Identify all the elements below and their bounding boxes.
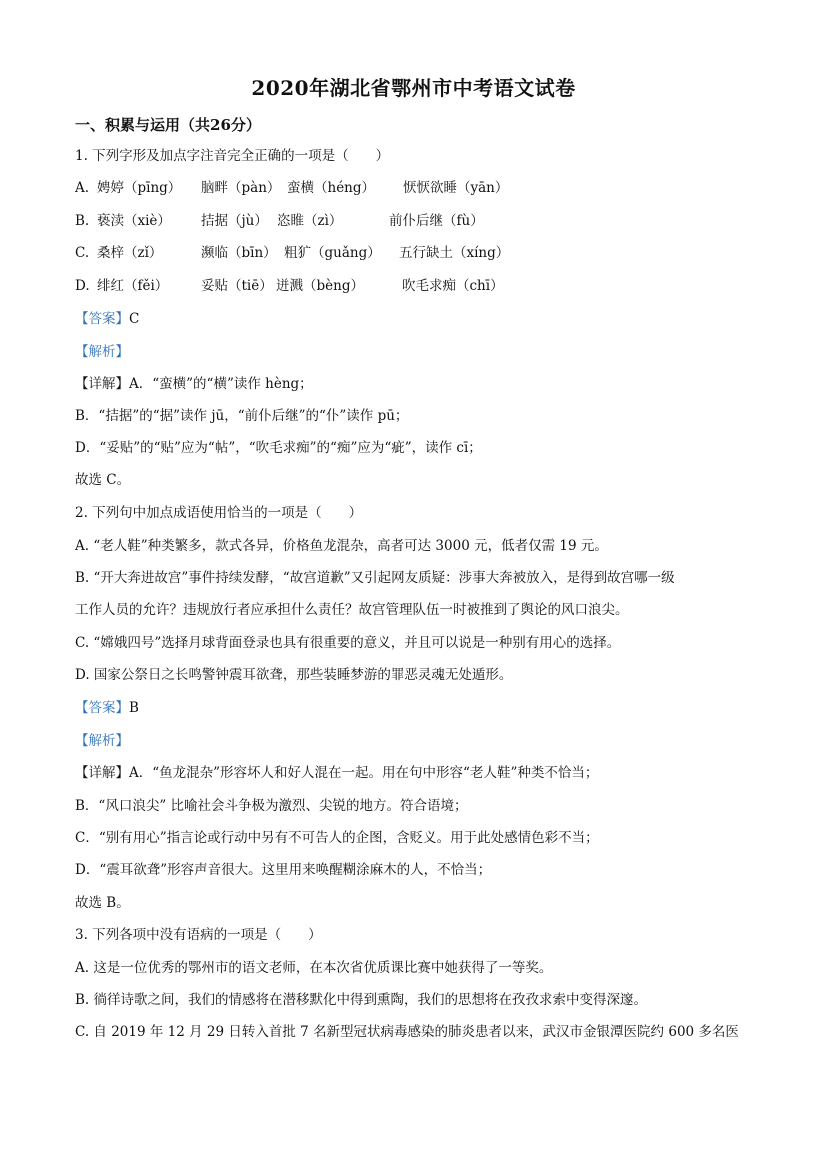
q1-conclusion: 故选 C。 bbox=[75, 472, 131, 488]
q2-conclusion: 故选 B。 bbox=[75, 895, 130, 911]
answer-tag: 【答案】 bbox=[75, 700, 129, 716]
q3-option-c: C. 自 2019 年 12 月 29 日转入首批 7 名新型冠状病毒感染的肺炎患者以来，武汉市金银潭医院约 600 多名医 bbox=[75, 1024, 739, 1040]
option-item: 恣睢（zì） bbox=[277, 213, 343, 229]
option-item: 妥贴（tiē） bbox=[201, 278, 273, 294]
q1-detail-line bbox=[75, 374, 313, 394]
option-item: 脑畔（pàn） bbox=[201, 180, 281, 196]
q2-option-c: C. “嫦娥四号”选择月球背面登录也具有很重要的意义，并且可以说是一种别有用心的选择。 bbox=[75, 635, 621, 651]
q2-option-d: D. 国家公祭日之长鸣警钟震耳欲聋，那些装睡梦游的罪恶灵魂无处遁形。 bbox=[75, 667, 513, 683]
option-item: 前仆后继（fù） bbox=[389, 213, 484, 229]
analysis-tag: 【解析】 bbox=[75, 733, 129, 749]
q1-detail-line: D．“妥贴”的“贴”应为“帖”，“吹毛求痴”的“痴”应为“疵”，读作 cī； bbox=[75, 440, 482, 456]
q2-stem: 2. 下列句中加点成语使用恰当的一项是（ ） bbox=[75, 505, 363, 521]
option-item: 桑梓（zǐ） bbox=[97, 245, 163, 261]
option-item: 蛮横（héng） bbox=[287, 180, 376, 196]
option-item: 吹毛求痴（chī） bbox=[402, 278, 504, 294]
detail-tag: 【详解】 bbox=[75, 376, 129, 392]
option-item: 迸溅（bèng） bbox=[276, 278, 364, 294]
option-label: B. bbox=[75, 213, 90, 229]
option-label: C. bbox=[75, 245, 90, 261]
q2-detail-line: C．“别有用心”指言论或行动中另有不可告人的企图，含贬义。用于此处感情色彩不当； bbox=[75, 830, 599, 846]
detail-tag: 【详解】 bbox=[75, 765, 129, 781]
analysis-tag: 【解析】 bbox=[75, 344, 129, 360]
option-item: 五行缺土（xíng） bbox=[399, 245, 510, 261]
q1-answer bbox=[75, 309, 139, 329]
section-heading: 一、积累与运用（共26分） bbox=[75, 116, 261, 134]
option-item: 恹恹欲睡（yān） bbox=[403, 180, 509, 196]
q2-detail-line: B．“风口浪尖” 比喻社会斗争极为激烈、尖锐的地方。符合语境； bbox=[75, 798, 468, 814]
q1-stem: 1. 下列字形及加点字注音完全正确的一项是（ ） bbox=[75, 148, 390, 164]
page-title: 2020年湖北省鄂州市中考语文试卷 bbox=[251, 76, 576, 100]
option-label: A. bbox=[75, 180, 90, 196]
q3-stem: 3. 下列各项中没有语病的一项是（ ） bbox=[75, 927, 322, 943]
q2-analysis-tag bbox=[75, 731, 129, 751]
q2-detail-line bbox=[75, 763, 598, 783]
q2-option-a: A. “老人鞋”种类繁多，款式各异，价格鱼龙混杂，高者可达 3000 元，低者仅需 19 元。 bbox=[75, 538, 608, 554]
option-item: 濒临（bīn） bbox=[201, 245, 277, 261]
detail-text: A．“蛮横”的“横”读作 hèng； bbox=[129, 376, 313, 392]
option-item: 粗犷（guǎng） bbox=[284, 245, 381, 261]
option-item: 亵渎（xiè） bbox=[97, 213, 171, 229]
option-item: 绯红（fěi） bbox=[97, 278, 169, 294]
option-item: 拮据（jù） bbox=[201, 213, 268, 229]
q2-detail-line: D．“震耳欲聋”形容声音很大。这里用来唤醒糊涂麻木的人，不恰当； bbox=[75, 862, 492, 878]
q1-detail-line: B．“拮据”的“据”读作 jū，“前仆后继”的“仆”读作 pū； bbox=[75, 408, 409, 424]
q1-analysis-tag bbox=[75, 342, 129, 362]
option-label: D. bbox=[75, 278, 90, 294]
option-item: 娉婷（pīng） bbox=[97, 180, 182, 196]
q2-answer bbox=[75, 698, 139, 718]
q3-option-b: B. 徜徉诗歌之间，我们的情感将在潜移默化中得到熏陶，我们的思想将在孜孜求索中变得深邃。 bbox=[75, 992, 648, 1008]
q3-option-a: A. 这是一位优秀的鄂州市的语文老师，在本次省优质课比赛中她获得了一等奖。 bbox=[75, 960, 553, 976]
answer-tag: 【答案】 bbox=[75, 311, 129, 327]
q2-option-b: B. “开大奔进故宫”事件持续发酵，“故宫道歉”又引起网友质疑：涉事大奔被放入，是得到故宫哪一级 bbox=[75, 570, 675, 586]
answer-value: B bbox=[129, 700, 139, 716]
detail-text: A．“鱼龙混杂”形容坏人和好人混在一起。用在句中形容“老人鞋”种类不恰当； bbox=[129, 765, 599, 781]
q2-option-b-cont: 工作人员的允许？违规放行者应承担什么责任？故宫管理队伍一时被推到了舆论的风口浪尖。 bbox=[75, 602, 629, 618]
answer-value: C bbox=[129, 311, 140, 327]
